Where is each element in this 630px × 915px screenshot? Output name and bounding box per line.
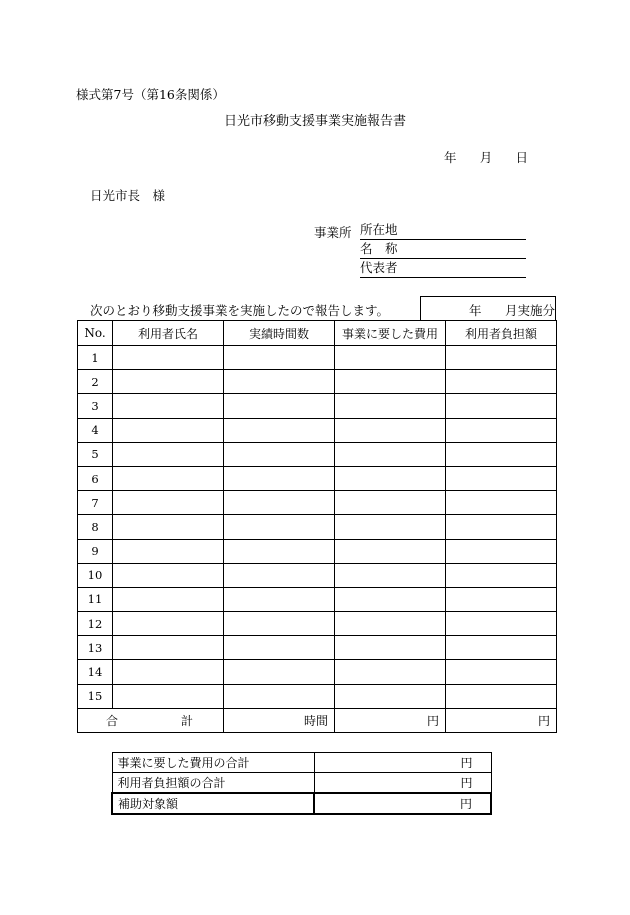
summary-value-cell[interactable]: 円 [314,793,491,814]
intro-text: 次のとおり移動支援事業を実施したので報告します。 [90,303,390,318]
cost-cell[interactable] [335,612,446,636]
hours-cell[interactable] [224,491,335,515]
table-row [78,418,557,442]
user-name-cell[interactable] [113,612,224,636]
hours-cell[interactable] [224,587,335,611]
hours-cell[interactable] [224,515,335,539]
user-name-cell[interactable] [113,370,224,394]
hours-cell[interactable] [224,418,335,442]
user-name-cell[interactable] [113,394,224,418]
table-row [78,636,557,660]
cost-cell[interactable] [335,418,446,442]
hours-cell[interactable] [224,684,335,708]
user-name-cell[interactable] [113,539,224,563]
hours-cell[interactable] [224,539,335,563]
user-burden-cell[interactable] [446,466,557,490]
table-row [78,466,557,490]
user-burden-cell[interactable] [446,515,557,539]
cost-cell[interactable] [335,394,446,418]
summary-label: 補助対象額 [112,793,314,814]
total-row [78,708,557,732]
user-name-cell[interactable] [113,563,224,587]
office-representative-field[interactable] [360,260,526,278]
total-label-cell [78,708,224,732]
column-header-no: No. [78,321,113,346]
total-cost-cell[interactable]: 円 [335,708,446,732]
period-year-label: 年 [469,303,482,318]
table-row [78,612,557,636]
row-number: 7 [78,491,113,515]
user-name-cell[interactable] [113,418,224,442]
row-number: 6 [78,466,113,490]
office-name-label: 名 称 [360,241,398,256]
user-name-cell[interactable] [113,491,224,515]
summary-row-subsidy-amount [112,793,491,814]
table-row [78,587,557,611]
total-label-left: 合 [106,713,119,728]
row-number: 10 [78,563,113,587]
row-number: 9 [78,539,113,563]
column-header-user-burden: 利用者負担額 [446,321,557,346]
period-month-label: 月実施分 [505,303,556,318]
row-number: 1 [78,346,113,370]
table-row [78,370,557,394]
row-number: 8 [78,515,113,539]
summary-value-cell[interactable]: 円 [314,773,491,794]
cost-cell[interactable] [335,563,446,587]
user-name-cell[interactable] [113,684,224,708]
row-number: 4 [78,418,113,442]
row-number: 15 [78,684,113,708]
user-name-cell[interactable] [113,587,224,611]
cost-cell[interactable] [335,346,446,370]
summary-label: 利用者負担額の合計 [112,773,314,794]
table-row [78,684,557,708]
hours-cell[interactable] [224,660,335,684]
user-burden-cell[interactable] [446,442,557,466]
summary-value-cell[interactable]: 円 [314,753,491,773]
row-number: 14 [78,660,113,684]
table-row [78,539,557,563]
summary-label: 事業に要した費用の合計 [112,753,314,773]
office-representative-label: 代表者 [360,260,398,275]
user-name-cell[interactable] [113,442,224,466]
total-label-right: 計 [180,713,193,728]
cost-cell[interactable] [335,466,446,490]
cost-cell[interactable] [335,539,446,563]
column-header-user-name: 利用者氏名 [113,321,224,346]
user-name-cell[interactable] [113,466,224,490]
office-address-label: 所在地 [360,222,398,237]
table-row [78,491,557,515]
user-name-cell[interactable] [113,515,224,539]
user-burden-cell[interactable] [446,418,557,442]
user-name-cell[interactable] [113,636,224,660]
user-burden-cell[interactable] [446,394,557,418]
user-burden-cell[interactable] [446,563,557,587]
date-year-label: 年 [444,150,457,165]
table-row [78,346,557,370]
cost-cell[interactable] [335,636,446,660]
cost-cell[interactable] [335,370,446,394]
form-number: 様式第7号（第16条関係） [76,87,225,102]
user-burden-cell[interactable] [446,684,557,708]
user-name-cell[interactable] [113,346,224,370]
user-burden-cell[interactable] [446,346,557,370]
summary-row-burden-total [112,773,491,794]
hours-cell[interactable] [224,466,335,490]
row-number: 11 [78,587,113,611]
date-day-label: 日 [515,150,528,165]
office-label: 事業所 [314,225,352,240]
report-table [77,320,557,733]
hours-cell[interactable] [224,442,335,466]
hours-cell[interactable] [224,394,335,418]
cost-cell[interactable] [335,684,446,708]
cost-cell[interactable] [335,660,446,684]
table-row [78,394,557,418]
total-burden-cell[interactable]: 円 [446,708,557,732]
cost-cell[interactable] [335,515,446,539]
row-number: 5 [78,442,113,466]
hours-cell[interactable] [224,346,335,370]
total-hours-cell[interactable]: 時間 [224,708,335,732]
office-name-field[interactable] [360,241,526,259]
user-burden-cell[interactable] [446,491,557,515]
user-burden-cell[interactable] [446,612,557,636]
cost-cell[interactable] [335,587,446,611]
hours-cell[interactable] [224,563,335,587]
hours-cell[interactable] [224,370,335,394]
row-number: 13 [78,636,113,660]
table-row [78,563,557,587]
hours-cell[interactable] [224,636,335,660]
summary-table [111,752,492,815]
table-row [78,442,557,466]
table-row [78,515,557,539]
office-address-field[interactable] [360,222,526,240]
hours-cell[interactable] [224,612,335,636]
column-header-cost: 事業に要した費用 [335,321,446,346]
cost-cell[interactable] [335,442,446,466]
column-header-hours: 実績時間数 [224,321,335,346]
period-box[interactable] [420,296,556,320]
form-title: 日光市移動支援事業実施報告書 [223,114,406,129]
summary-row-cost-total [112,753,491,773]
table-row [78,660,557,684]
date-month-label: 月 [479,150,493,165]
user-burden-cell[interactable] [446,370,557,394]
addressee: 日光市長 様 [90,188,166,203]
user-name-cell[interactable] [113,660,224,684]
row-number: 2 [78,370,113,394]
user-burden-cell[interactable] [446,636,557,660]
row-number: 3 [78,394,113,418]
cost-cell[interactable] [335,491,446,515]
user-burden-cell[interactable] [446,660,557,684]
user-burden-cell[interactable] [446,587,557,611]
row-number: 12 [78,612,113,636]
user-burden-cell[interactable] [446,539,557,563]
table-header-row [78,321,557,346]
date-line [444,148,528,166]
